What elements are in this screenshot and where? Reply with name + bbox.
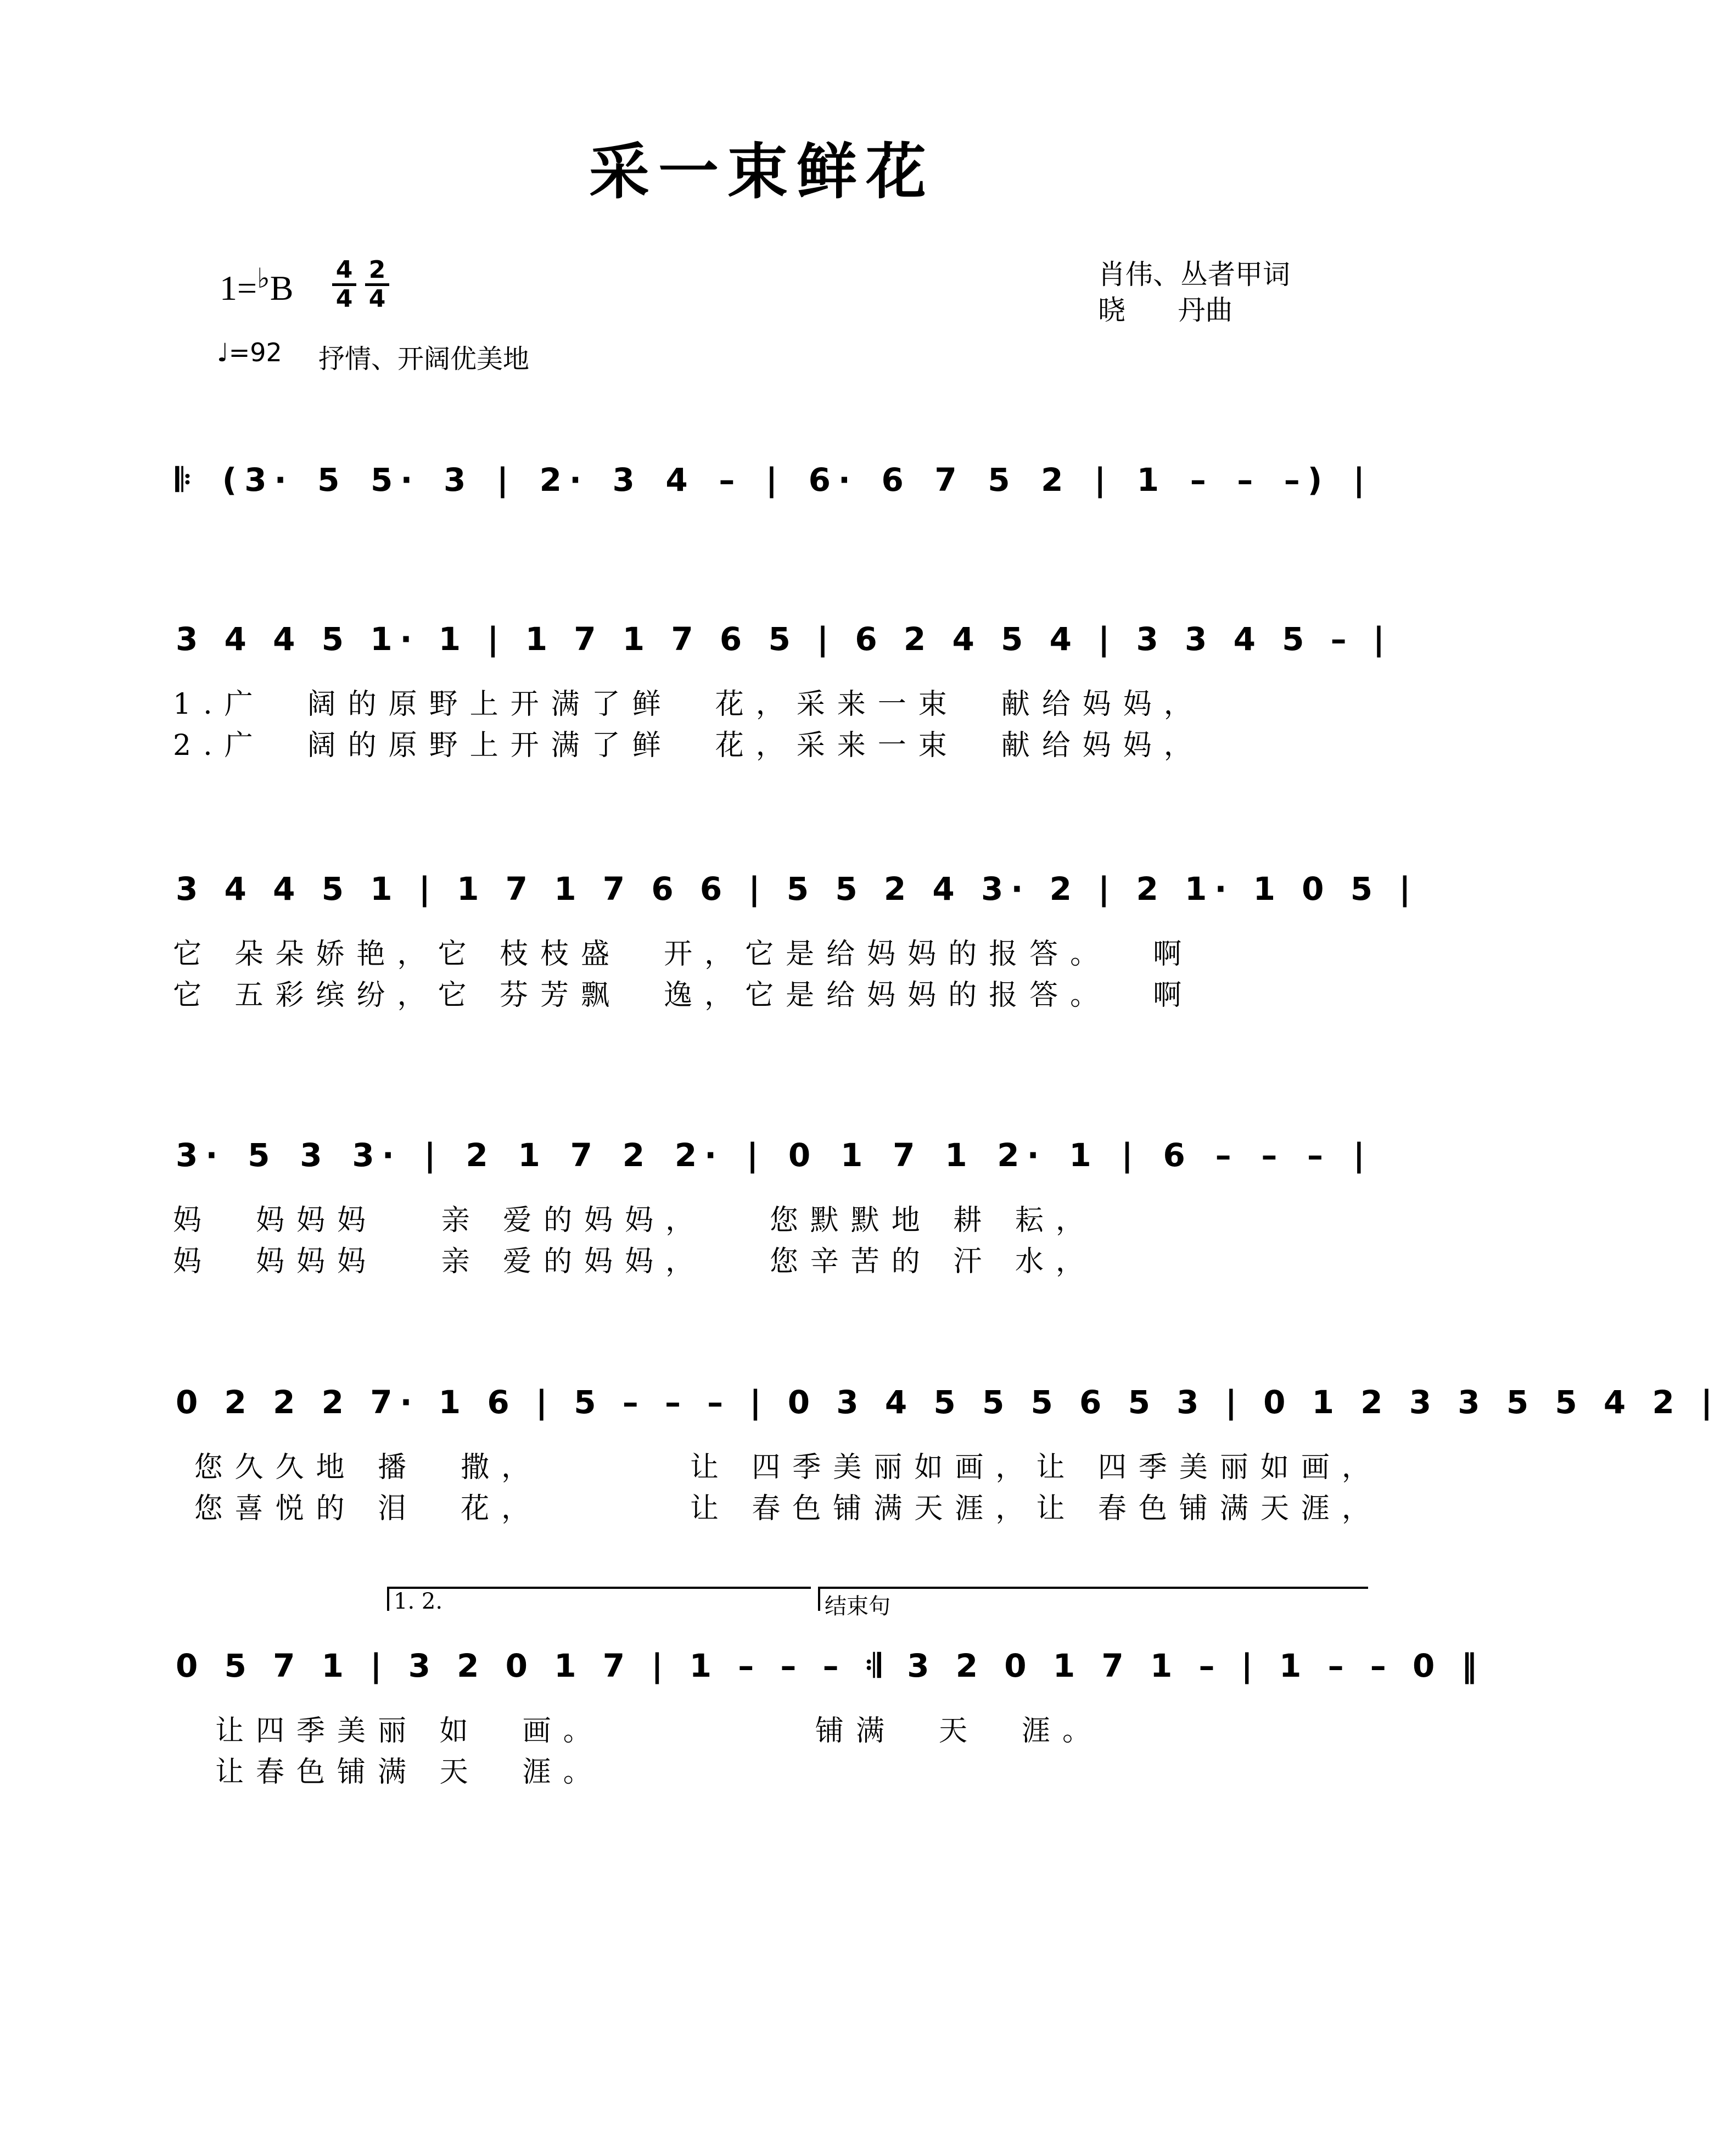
music-system <box>0 620 1524 763</box>
expression-marking: 抒情、开阔优美地 <box>318 344 530 374</box>
music-system <box>0 461 1524 604</box>
notation-row: 3 4 4 5 1 | 1 7 1 7 6 6 | 5 5 2 4 3· 2 | 2 1· 1 0 5 | <box>176 870 1419 908</box>
tempo-marking: ♩=92 <box>217 338 282 367</box>
composer-credit: 晓 丹曲 <box>1098 294 1233 326</box>
lyric-line: 让春色铺满 天 涯。 <box>173 1756 604 1789</box>
lyric-line: 2.广 阔的原野上开满了鲜 花，采来一束 献给妈妈， <box>173 729 1204 762</box>
lyric-line: 它 朵朵娇艳，它 枝枝盛 开，它是给妈妈的报答。 啊 <box>173 938 1194 971</box>
final-ending-bracket: 结束句 <box>818 1587 1368 1611</box>
lyric-line: 妈 妈妈妈 亲 爱的妈妈， 您默默地 耕 耘， <box>173 1204 1096 1237</box>
lyric-line: 它 五彩缤纷，它 芬芳飘 逸，它是给妈妈的报答。 啊 <box>173 979 1194 1012</box>
lyricist-credit: 肖伟、丛者甲词 <box>1098 259 1290 290</box>
lyric-line: 妈 妈妈妈 亲 爱的妈妈， 您辛苦的 汗 水， <box>173 1245 1096 1278</box>
time-signature-2: 2 4 <box>365 257 389 312</box>
notation-row: 0 5 7 1 | 3 2 0 1 7 | 1 – – – 𝄇 3 2 0 1 7 1 – | 1 – – 0 ‖ <box>176 1647 1485 1684</box>
lyric-line: 1.广 阔的原野上开满了鲜 花，采来一束 献给妈妈， <box>173 688 1204 721</box>
music-system <box>0 1136 1524 1279</box>
notation-row: 𝄆 (3· 5 5· 3 | 2· 3 4 – | 6· 6 7 5 2 | 1 – – –) | <box>176 461 1372 499</box>
music-system <box>0 1647 1524 1790</box>
time-signature-1: 4 4 <box>332 257 356 312</box>
first-ending-bracket: 1. 2. <box>387 1587 811 1611</box>
music-system <box>0 870 1524 1013</box>
key-signature: 1=♭B <box>220 263 294 307</box>
lyric-line: 您喜悦的 泪 花， 让 春色铺满天涯，让 春色铺满天涯， <box>173 1492 1382 1525</box>
page-title: 采一束鲜花 <box>589 136 935 207</box>
notation-row: 0 2 2 2 7· 1 6 | 5 – – – | 0 3 4 5 5 5 6 5 3 | 0 1 2 3 3 5 5 4 2 | <box>176 1384 1720 1421</box>
notation-row: 3· 5 3 3· | 2 1 7 2 2· | 0 1 7 1 2· 1 | 6 – – – | <box>176 1136 1372 1174</box>
notation-row: 3 4 4 5 1· 1 | 1 7 1 7 6 5 | 6 2 4 5 4 | 3 3 4 5 – | <box>176 620 1393 658</box>
lyric-line: 让四季美丽 如 画。 铺满 天 涯。 <box>173 1715 1103 1748</box>
music-system <box>0 1384 1720 1526</box>
lyric-line: 您久久地 播 撒， 让 四季美丽如画，让 四季美丽如画， <box>173 1451 1382 1484</box>
